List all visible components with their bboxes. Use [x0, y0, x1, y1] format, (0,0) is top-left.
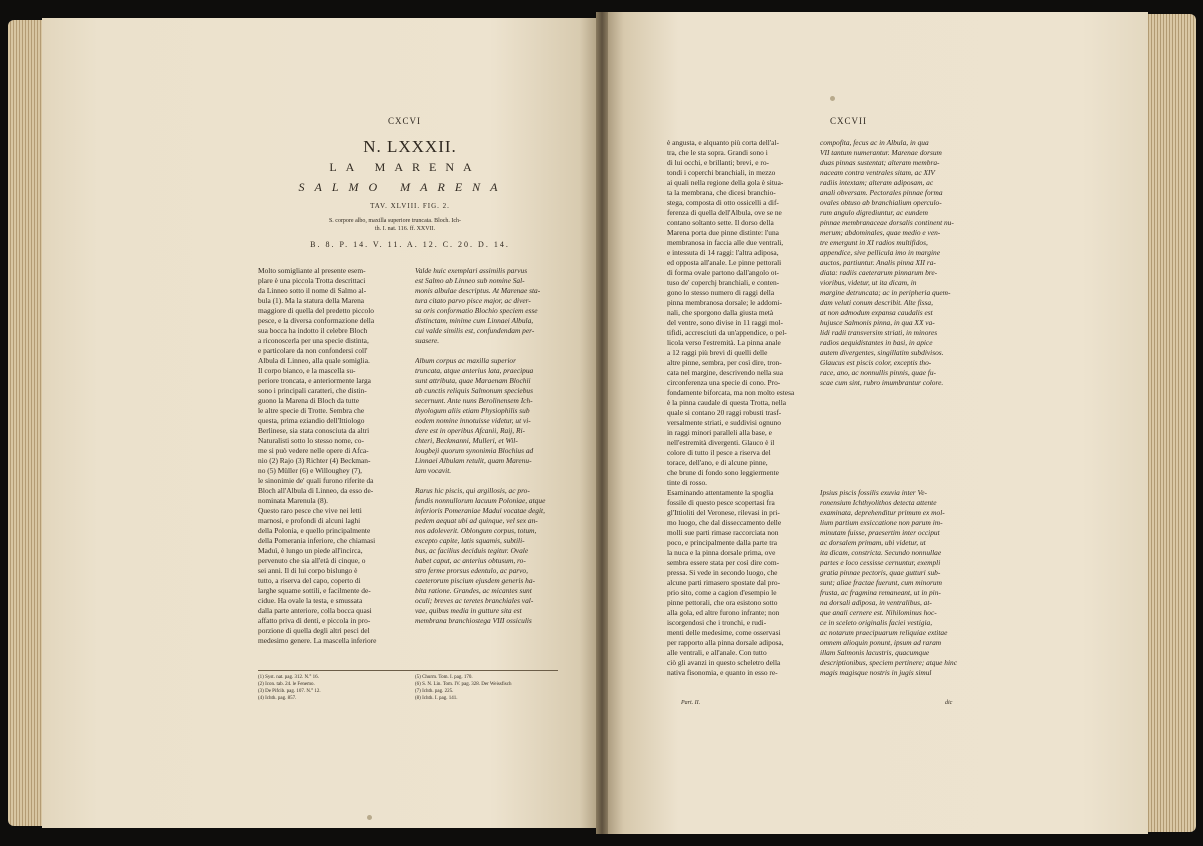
text-line [820, 458, 960, 468]
text-line: torace, dell'ano, e di alcune pinne, [667, 458, 768, 467]
text-line: alla gola, ed altre furono infrante; non [667, 608, 780, 617]
text-line: gono lo stesso numero di raggi della [667, 288, 775, 297]
text-line: Il corpo bianco, e la mascella su- [258, 366, 356, 375]
text-line: questa, prima eziandio dell'Ittiologo [258, 416, 365, 425]
text-line: hujusce Salmonis pinna, in qua XX va- [820, 318, 935, 327]
text-line: mo luogo, che dal disseccamento delle [667, 518, 782, 527]
text-line: autem divergentes, singillatim subdivisos. [820, 348, 944, 357]
text-line: fossile di questo pesce scopertasi fra [667, 498, 775, 507]
text-line: è angusta, e alquanto più corta dell'al- [667, 138, 779, 147]
text-line [415, 346, 560, 356]
text-line: di lui occhi, e brillanti; brevi, e ro- [667, 158, 770, 167]
text-line: race, ano, ac nonnullis pinnis, quae fu- [820, 368, 936, 377]
italian-text-column [258, 266, 408, 646]
footnote: (2) Icon. tab. 24. le Fenemo. [258, 682, 315, 687]
text-line [820, 408, 960, 418]
text-line: versalmente striati, e suddivisi ognuno [667, 418, 781, 427]
text-line: vae, quibus media in gutture sita est [415, 606, 522, 615]
text-line: habet caput, ac anterius obtusum, ro- [415, 556, 526, 565]
italian-text-column [667, 138, 807, 678]
text-line: naceam contra ventrales sitam, ac XIV [820, 168, 935, 177]
text-line: lium partium exsiccatione non parum im- [820, 518, 943, 527]
text-line: ce in sceleto originalis faciei vestigia, [820, 618, 933, 627]
plate-reference: TAV. XLVIII. FIG. 2. [370, 202, 450, 210]
text-line: Maduì, è lungo un piede all'incirca, [258, 546, 363, 555]
latin-text-column [820, 138, 960, 678]
footnote: (3) De Pifcib. pag. 107. N.° 12. [258, 689, 321, 694]
text-line: stro ferme prorsus edentulo, ac parvo, [415, 566, 528, 575]
text-line: dam veluti conum describit. Alte fissa, [820, 298, 933, 307]
text-line: nali, che sporgono dalla giusta metà [667, 308, 774, 317]
synonym-line: S. corpore albo, maxilla superiore truncata. Bloch. Ich- [328, 218, 462, 224]
text-line: nio (2) Rajo (3) Richter (4) Beckman- [258, 456, 371, 465]
footnotes-left [258, 674, 408, 702]
text-line: e intessuta di 14 raggi: l'altra adiposa, [667, 248, 779, 257]
text-line: sunt attributa, quae Maraenam Blochii [415, 376, 531, 385]
text-line: Questo raro pesce che vive nei letti [258, 506, 362, 515]
text-line: vioribus, videtur, ut ita dicam, in [820, 278, 917, 287]
text-line: magis magisque nostris in jugis simul [820, 668, 932, 677]
text-line [820, 418, 960, 428]
text-line: nativa fisonomia, e quanto in esso re- [667, 668, 778, 677]
latin-name-heading: SALMO MARENA [298, 180, 508, 194]
text-line: è la pinna caudale di questa Trotta, nella [667, 398, 787, 407]
text-line: diata: radiis caeterarum pinnarum bre- [820, 268, 938, 277]
text-line: plare è una piccola Trotta descrittaci [258, 276, 366, 285]
text-line: ai quali nella regione della gola è situa- [667, 178, 784, 187]
text-line: guono la Marena di Bloch da tutte [258, 396, 359, 405]
text-line: sembra essere stata per così dire com- [667, 558, 780, 567]
text-line: membrana branchiostega VIII ossiculis [415, 616, 532, 625]
text-line: Valde huic exemplari assimilis parvus [415, 266, 528, 275]
text-line: omnem alioquin ponunt, ipsum ad raram [820, 638, 942, 647]
text-line: del ventre, sono divise in 11 raggi mol- [667, 318, 783, 327]
text-line: Molto somigliante al presente esem- [258, 266, 366, 275]
binding-hole [367, 815, 372, 820]
text-line: molli sue parti rimase raccorciata non [667, 528, 779, 537]
text-line: circonferenza una specie di cono. Pro- [667, 378, 781, 387]
left-page-number: CXCVI [388, 116, 422, 126]
text-line: no (5) Müller (6) e Willoughey (7), [258, 466, 363, 475]
right-page-number: CXCVII [830, 116, 867, 126]
article-number: N. LXXXII. [363, 137, 457, 156]
text-line: cata nel margine, descrivendo nella sua [667, 368, 784, 377]
text-line: membranosa in faccia alle due ventrali, [667, 238, 784, 247]
text-line: distinctam, minime cum Linnaei Albula, [415, 316, 534, 325]
text-line: pinne pettorali, che ora esistono sotto [667, 598, 778, 607]
text-line: poco, e principalmente dalla parte tra [667, 538, 777, 547]
text-line: Bloch all'Albula di Linneo, da esso de- [258, 486, 374, 495]
text-line: cui valde similis est, confundendam per- [415, 326, 535, 335]
text-line: le sinonimie de' quali furono riferite da [258, 476, 374, 485]
text-line: quale si contano 20 raggi robusti trasf- [667, 408, 782, 417]
text-line: sei anni. Il di lui corpo bislungo è [258, 566, 358, 575]
text-line: monis albulae descriptus. At Marenae sta- [415, 286, 541, 295]
text-line [415, 476, 560, 486]
text-line: oculi; breves ac teretes branchiales val- [415, 596, 534, 605]
text-line: che brune di fondo sono leggiermente [667, 468, 779, 477]
text-line: tura citato parvo pisce major, ac diver- [415, 296, 531, 305]
text-line: tre emergunt in XI radios multifidos, [820, 238, 928, 247]
text-line [820, 388, 960, 398]
text-line: Albula di Linneo, alla quale somiglia. [258, 356, 370, 365]
text-line: lougbeji quorum synonimia Blochius ad [415, 446, 534, 455]
text-line: est Salmo ab Linneo sub nomine Sal- [415, 276, 525, 285]
text-line: rum angulo digrediuntur, ac eundem [820, 208, 928, 217]
text-line: pedem aequat ubi ad quinque, vel sex an- [415, 516, 538, 525]
text-line: Marena porta due pinne distinte: l'una [667, 228, 779, 237]
text-line: dalla parte anteriore, colla bocca quasi [258, 606, 372, 615]
fin-formula: B. 8. P. 14. V. 11. A. 12. C. 20. D. 14. [310, 240, 510, 249]
text-line: Ipsius piscis fossilis exuvia inter Ve- [820, 488, 927, 497]
text-line: radiis intextam; alteram adiposam, ac [820, 178, 934, 187]
text-line: truncata, atque anterius lata, praecipua [415, 366, 534, 375]
text-line: marnosi, e profondi di alcuni laghi [258, 516, 361, 525]
text-line: cidue. Ha ovale la testa, e smussata [258, 596, 363, 605]
latin-text-column [415, 266, 560, 626]
text-line: dere est in operibus Afcanii, Raij, Ri- [415, 426, 526, 435]
text-line: nominata Marenula (8). [258, 496, 328, 505]
text-line: Glaucus est piscis color, exceptis tho- [820, 358, 932, 367]
text-line: examinata, deprehenditur primum ex mol- [820, 508, 945, 517]
text-line: ciò gli avanzi in questo scheletro della [667, 658, 781, 667]
text-line: per rapporto alla pinna dorsale adiposa, [667, 638, 784, 647]
text-line: tondi i coperchi branchiali, in mezzo [667, 168, 776, 177]
text-line: le altre specie di Trotte. Sembra che [258, 406, 365, 415]
text-line: la nuca e la pinna dorsale prima, ove [667, 548, 776, 557]
text-line: frusta, ac fragmina remaneant, ut in pin- [820, 588, 941, 597]
footnote: (7) Ichth. pag. 225. [415, 689, 454, 694]
synonym-line: th. I. nat. 116. ff. XXVII. [374, 226, 436, 232]
text-line: e particolare da non confondersi coll' [258, 346, 368, 355]
footnote: (4) Ichth. pag. 857. [258, 696, 297, 701]
text-line: tutto, a riserva del capo, coperto di [258, 576, 361, 585]
text-line: contano soltanto sette. Il dorso della [667, 218, 774, 227]
text-line: descriptionibus, speciem pertinere; atque hinc [820, 658, 958, 667]
text-line: di forma ovale partono dall'angolo ot- [667, 268, 779, 277]
text-line: Berlinese, sia stata conosciuta da altri [258, 426, 370, 435]
binding-hole [830, 96, 835, 101]
text-line: ed opposta all'anale. Le pinne pettorali [667, 258, 782, 267]
footnotes-right [415, 674, 565, 702]
text-line: larghe squame sottili, e facilmente de- [258, 586, 371, 595]
text-line: Rarus hic piscis, qui argillosis, ac pro- [415, 486, 530, 495]
text-line: compofita, fecus ac in Albula, in qua [820, 138, 929, 147]
text-line [820, 438, 960, 448]
text-line: fondamente biforcata, ma non molto estesa [667, 388, 795, 397]
text-line: nos adoleverit. Oblongum corpus, totum, [415, 526, 537, 535]
right-page-edges [1140, 14, 1196, 832]
text-line: pressa. Si vede in secondo luogo, che [667, 568, 778, 577]
text-line: alle ventrali, e all'anale. Con tutto [667, 648, 767, 657]
common-name-heading: LA MARENA [329, 160, 481, 174]
text-line: medesimo genere. La mascella inferiore [258, 636, 377, 645]
text-line: stega, composta di otto ossicelli a dif- [667, 198, 779, 207]
text-line: anali obversam. Pectorales pinnae forma [820, 188, 943, 197]
text-line: ab cunctis reliquis Salmonum speciebus [415, 386, 533, 395]
text-line: appendice, sive pellicula imo in margine [820, 248, 941, 257]
text-line: bula (1). Ma la statura della Marena [258, 296, 365, 305]
text-line: ovales obtuso ab branchialium operculo- [820, 198, 942, 207]
text-line: della Pomerania inferiore, che chiamasi [258, 536, 376, 545]
text-line: chteri, Beckmanni, Mulleri, et Wil- [415, 436, 518, 445]
book-gutter [596, 12, 608, 834]
text-line: Linnaei Albulam retulit, quam Marenu- [415, 456, 532, 465]
text-line: scae cum sint, rubro imumbrantur colore. [820, 378, 944, 387]
text-line [820, 478, 960, 488]
text-line: prio sito, come a cagion d'esempio le [667, 588, 777, 597]
text-line: nell'estremità divergenti. Glauco è il [667, 438, 775, 447]
text-line: illam Salmonis lacustris, quacumque [820, 648, 930, 657]
footnote-rule [258, 670, 558, 671]
text-line: bita ratione. Grandes, ac micantes sunt [415, 586, 532, 595]
footnote: (8) Ichth. I. pag. 141. [415, 696, 458, 701]
text-line: eodem nomine innotuisse videtur, ut vi- [415, 416, 531, 425]
text-line: partes e loco cessisse cernuntur, exempli [820, 558, 941, 567]
text-line: sua bocca ha indotto il celebre Bloch [258, 326, 368, 335]
text-line: altre pinne, sembra, per così dire, tron- [667, 358, 782, 367]
footnote: (6) S. N. Lin. Tom. IV. pag. 328. Der Weissfisch [415, 682, 512, 687]
catchword: dic [945, 700, 953, 706]
text-line: periore troncata, e anteriormente larga [258, 376, 371, 385]
text-line: sa oris conformatio Blochio speciem esse [415, 306, 538, 315]
text-line: VII tantum numerantur. Marenae dorsum [820, 148, 942, 157]
text-line: Esaminando attentamente la spoglia [667, 488, 774, 497]
text-line: gl'Ittioliti del Veronese, rilevasi in pri- [667, 508, 780, 517]
text-line: inferioris Pomeraniae Madui vocatae degit, [415, 506, 545, 515]
text-line: radios aequidistantes in basi, in apice [820, 338, 933, 347]
text-line: ac notarum praecipuarum reliquiae extitae [820, 628, 948, 637]
text-line: na dorsali adiposa, in ventralibus, at- [820, 598, 932, 607]
text-line: licola verso l'estremità. La pinna anale [667, 338, 781, 347]
text-line: ronensium Ichthyolithos detecta attente [820, 498, 937, 507]
footnote: (1) Syst. nat. pag. 312. N.° 16. [258, 675, 319, 680]
text-line: thyologum aliis etiam Physiophilis sub [415, 406, 530, 415]
text-line: lam vocavit. [415, 466, 452, 475]
text-line: minutam fuisse, praesertim inter occiput [820, 528, 940, 537]
text-line [820, 428, 960, 438]
text-line: Album corpus ac maxilla superior [415, 356, 516, 365]
text-line: auctos, partiuntur. Analis pinna XII ra- [820, 258, 936, 267]
text-line: tuso de' coperchj branchiali, e conten- [667, 278, 780, 287]
text-line: pesce, e la diversa conformazione della [258, 316, 375, 325]
text-line: maggiore di quella del predetto piccolo [258, 306, 374, 315]
text-line: da Linneo sotto il nome di Salmo al- [258, 286, 367, 295]
text-line: ferenza di quella dell'Albula, ove se ne [667, 208, 782, 217]
text-line: ac dorsalem primam, ubi videtur, ut [820, 538, 926, 547]
text-line: suasere. [415, 336, 440, 345]
text-line: Naturalisti sotto lo stesso nome, co- [258, 436, 364, 445]
text-line: a riconoscerla per una specie distinta, [258, 336, 369, 345]
text-line: pinnae membranaceae dorsalis continent nu- [820, 218, 954, 227]
text-line: colore di tutto il pesce a riserva del [667, 448, 771, 457]
text-line: porzione di quella degli altri pesci del [258, 626, 370, 635]
text-line: ta la membrana, che dicesi branchio- [667, 188, 776, 197]
text-line: tra, che le sta sopra. Grandi sono i [667, 148, 768, 157]
text-line [820, 398, 960, 408]
text-line: gratia pinnae pectoris, quae gutturi sub- [820, 568, 941, 577]
text-line: tinte di rosso. [667, 478, 708, 487]
text-line: sono i principali caratteri, che distin- [258, 386, 367, 395]
text-line: bus, ac facilius deciduis tegitur. Ovale [415, 546, 529, 555]
text-line: lidi radii transversim striati, in minores [820, 328, 938, 337]
text-line: caeterorum piscium ejusdem generis ha- [415, 576, 536, 585]
text-line: affatto priva di denti, e piccola in pro- [258, 616, 371, 625]
text-line: at non admodum expansa caudalis est [820, 308, 933, 317]
text-line: ita dicam, constricta. Secundo nonnullae [820, 548, 942, 557]
text-line: menti delle medesime, come osservasi [667, 628, 781, 637]
text-line: me si può vedere nelle opere di Afca- [258, 446, 369, 455]
text-line: fundis nonnullorum lacuum Poloniae, atque [415, 496, 546, 505]
text-line: margine detruncata; ac in peripheria quem- [820, 288, 951, 297]
text-line: excepto capite, latis squamis, subtili- [415, 536, 525, 545]
text-line: pinna membranosa dorsale; le addomi- [667, 298, 782, 307]
text-line: in raggi minori paralleli alla base, e [667, 428, 772, 437]
text-line: della Polonia, e quello principalmente [258, 526, 371, 535]
text-line: sunt; aliae fractae fuerunt, cum minorum [820, 578, 942, 587]
text-line: alcune parti rimasero spostate dal pro- [667, 578, 781, 587]
signature-mark: Part. II. [681, 700, 701, 706]
text-line [820, 448, 960, 458]
text-line: iscorgendosi che i tronchi, e rudi- [667, 618, 767, 627]
text-line [820, 468, 960, 478]
text-line: tifidi, accresciuti da un'appendice, o pel- [667, 328, 787, 337]
text-line: duas pinnas sustentat; alteram membra- [820, 158, 940, 167]
text-line: pervenuto che sia all'età di cinque, o [258, 556, 366, 565]
text-line: merum; abdominales, quae medio e ven- [820, 228, 941, 237]
text-line: secernunt. Ante nuns Berolinensem Ich- [415, 396, 533, 405]
text-line: que anali cernere est. Nihilominus hoc- [820, 608, 937, 617]
text-line: a 12 raggi più brevi di quelli delle [667, 348, 768, 357]
footnote: (5) Churm. Tom. I. pag. 170. [415, 675, 473, 680]
